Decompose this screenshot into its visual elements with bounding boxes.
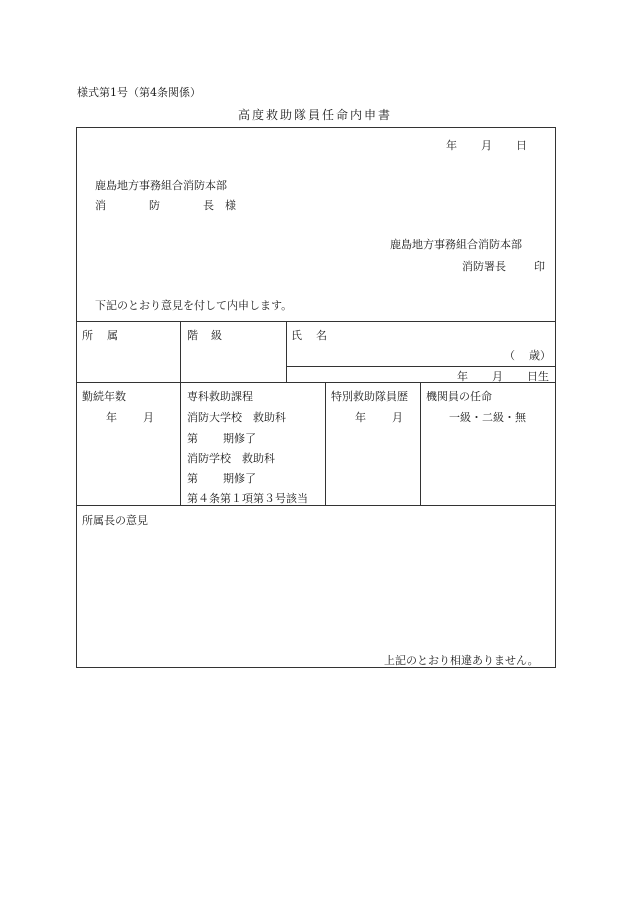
- affiliation-label-2: 属: [107, 329, 118, 342]
- addressee-title-3: 長: [203, 199, 214, 212]
- special-year-unit: 年: [355, 411, 366, 424]
- addressee-title-1: 消: [95, 199, 106, 212]
- rule-col-rank-name: [286, 321, 287, 383]
- addressee-honorific: 様: [225, 199, 236, 212]
- certification-statement: 上記のとおり相違ありません。: [384, 654, 539, 667]
- service-month-unit: 月: [143, 411, 154, 424]
- course-school: 消防学校 救助科: [187, 452, 275, 465]
- service-year-unit: 年: [106, 411, 117, 424]
- name-label-2: 名: [316, 329, 327, 342]
- age-label: 歳）: [529, 349, 551, 362]
- name-label-1: 氏: [291, 329, 302, 342]
- special-rescue-label: 特別救助隊員歴: [331, 390, 408, 403]
- rank-label-2: 級: [211, 329, 222, 342]
- date-day-label: 日: [516, 139, 527, 152]
- rule-letter-bottom: [76, 321, 556, 322]
- form-title: 高度救助隊員任命内申書: [237, 108, 392, 122]
- rule-col-1: [180, 321, 181, 506]
- course-term-1-suffix: 期修了: [223, 432, 256, 445]
- addressee-title-2: 防: [149, 199, 160, 212]
- sender-title: 消防署長: [462, 260, 506, 273]
- form-number: 様式第1号（第4条関係）: [77, 86, 201, 99]
- submission-statement: 下記のとおり意見を付して内申します。: [95, 299, 293, 312]
- rule-career-bottom: [76, 505, 556, 506]
- course-term-2-suffix: 期修了: [223, 472, 256, 485]
- birth-day-label: 日生: [527, 370, 549, 383]
- rule-person-bottom: [76, 382, 556, 383]
- sender-org: 鹿島地方事務組合消防本部: [390, 238, 522, 251]
- special-month-unit: 月: [392, 411, 403, 424]
- engineer-options: 一級・二級・無: [449, 411, 526, 424]
- date-month-label: 月: [481, 139, 492, 152]
- rule-col-course-special: [325, 382, 326, 506]
- date-year-label: 年: [446, 139, 457, 152]
- rule-col-special-engineer: [420, 382, 421, 506]
- birth-month-label: 月: [492, 370, 503, 383]
- rank-label-1: 階: [187, 329, 198, 342]
- course-term-1-prefix: 第: [187, 432, 198, 445]
- rule-age-birth: [286, 366, 556, 367]
- course-label: 専科救助課程: [187, 390, 253, 403]
- chief-opinion-label: 所属長の意見: [82, 514, 148, 527]
- birth-year-label: 年: [457, 370, 468, 383]
- course-article: 第４条第１項第３号該当: [187, 492, 308, 505]
- addressee-org: 鹿島地方事務組合消防本部: [95, 179, 227, 192]
- course-fdma: 消防大学校 救助科: [187, 411, 286, 424]
- engineer-label: 機関員の任命: [426, 390, 492, 403]
- course-term-2-prefix: 第: [187, 472, 198, 485]
- service-years-label: 勤続年数: [82, 390, 126, 403]
- age-open-paren: （: [504, 349, 515, 362]
- affiliation-label-1: 所: [82, 329, 93, 342]
- seal-mark: 印: [534, 260, 545, 273]
